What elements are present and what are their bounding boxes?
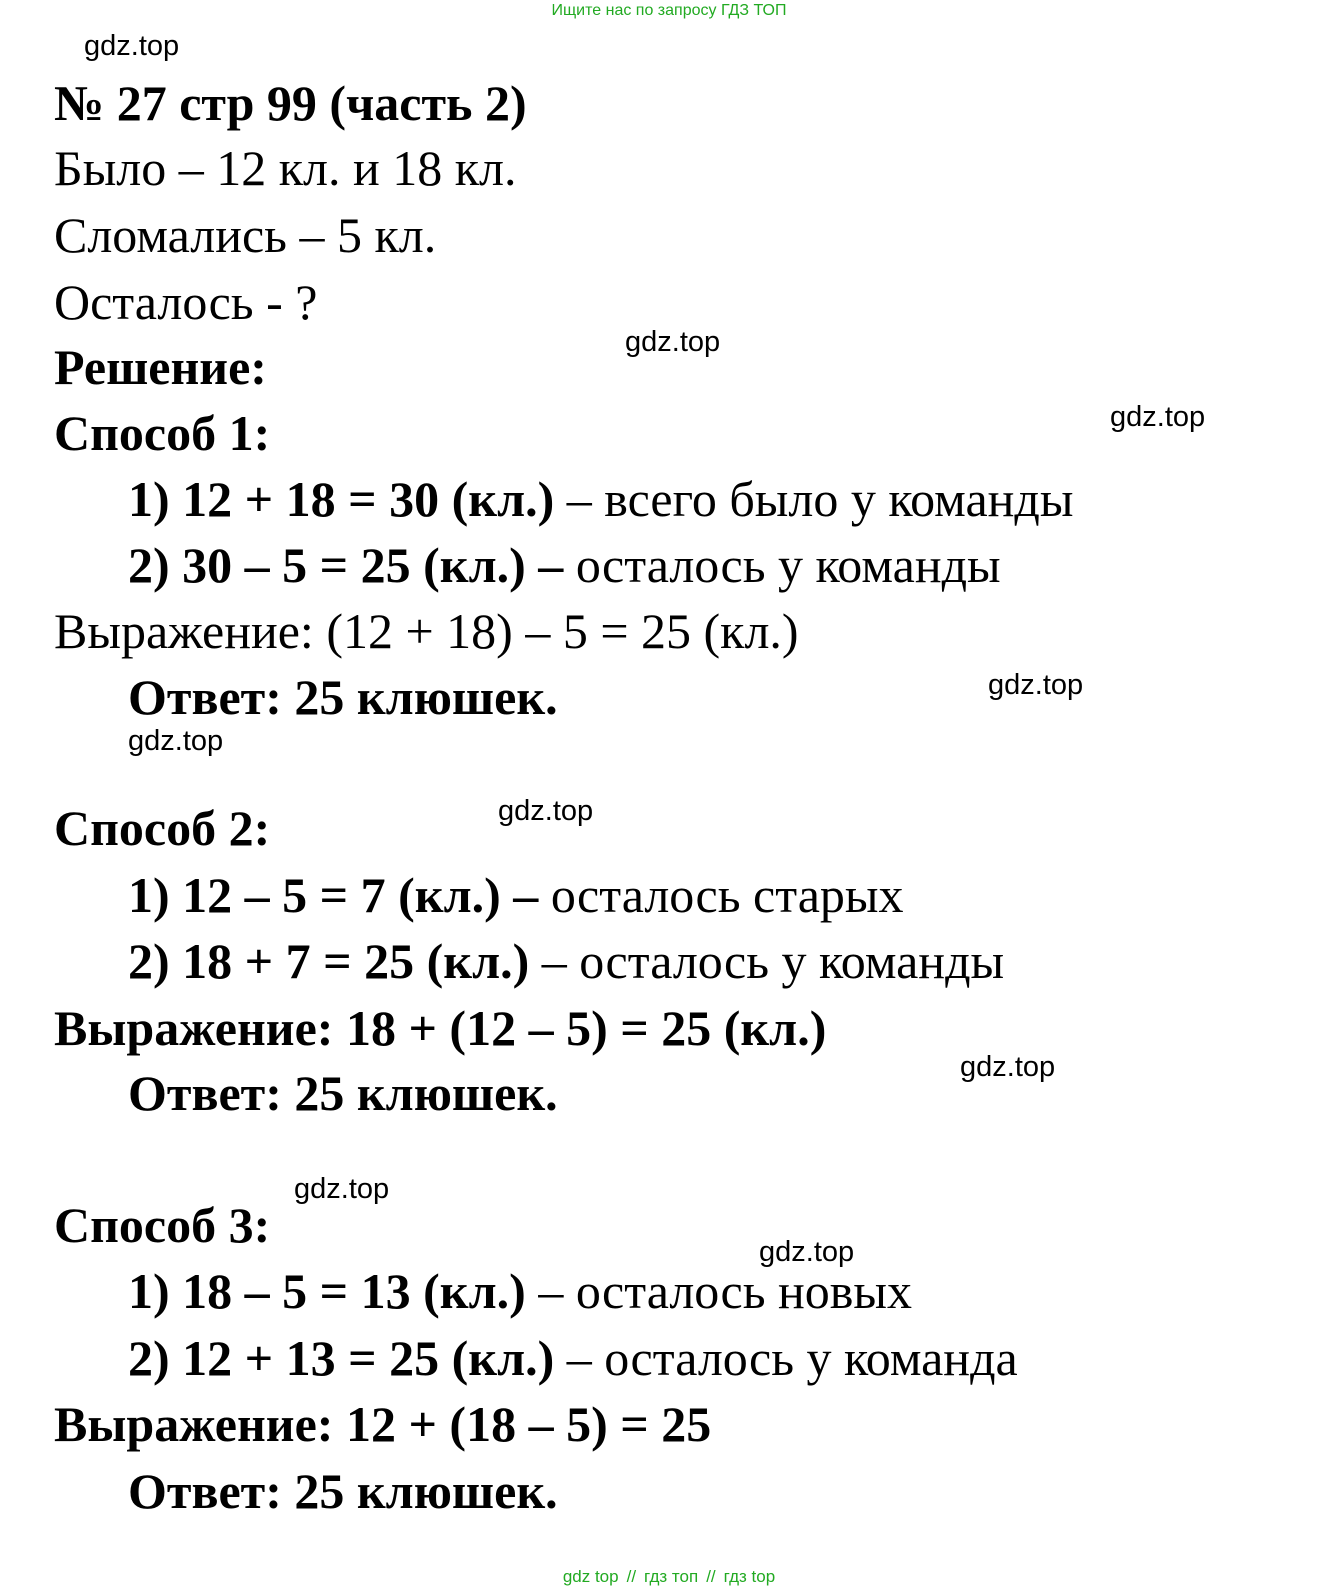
footer	[0, 1568, 1338, 1585]
method1-step1-calc: 1) 12 + 18 = 30 (кл.)	[128, 471, 555, 527]
method2-step2-calc: 2) 18 + 7 = 25 (кл.)	[128, 933, 530, 989]
method1-step1	[128, 471, 1074, 527]
method3-step1	[128, 1263, 912, 1319]
method3-step2-calc: 2) 12 + 13 = 25 (кл.)	[128, 1330, 555, 1386]
footer-separator: //	[626, 1567, 637, 1586]
method1-step2-note: осталось у команды	[563, 537, 1001, 593]
method1-expression: Выражение: (12 + 18) – 5 = 25 (кл.)	[54, 603, 799, 659]
method2-step1-calc: 1) 12 – 5 = 7 (кл.) –	[128, 867, 539, 923]
given-broken: Сломались – 5 кл.	[54, 207, 437, 263]
method1-step1-note: – всего было у команды	[554, 471, 1074, 527]
footer-link-b[interactable]: гдз топ	[644, 1567, 699, 1586]
method2-expression: Выражение: 18 + (12 – 5) = 25 (кл.)	[54, 1000, 827, 1056]
top-banner: Ищите нас по запросу ГДЗ ТОП	[551, 2, 787, 19]
page-title: № 27 стр 99 (часть 2)	[54, 75, 527, 131]
watermark: gdz.top	[84, 30, 180, 62]
method3-answer: Ответ: 25 клюшек.	[128, 1463, 558, 1519]
method1-answer: Ответ: 25 клюшек.	[128, 669, 558, 725]
watermark: gdz.top	[988, 669, 1084, 701]
method2-step1	[128, 867, 904, 923]
method2-answer: Ответ: 25 клюшек.	[128, 1065, 558, 1121]
watermark: gdz.top	[128, 725, 224, 757]
footer-separator: //	[706, 1567, 716, 1586]
watermark: gdz.top	[498, 795, 594, 827]
given-was: Было – 12 кл. и 18 кл.	[54, 140, 517, 196]
watermark: gdz.top	[625, 326, 721, 358]
footer-link-a[interactable]: gdz top	[562, 1567, 619, 1586]
method2-heading: Способ 2:	[54, 800, 271, 856]
method2-step2	[128, 933, 1005, 989]
method3-step2-note: – осталось у команда	[554, 1330, 1018, 1386]
method3-step1-note: – осталось новых	[525, 1263, 912, 1319]
watermark: gdz.top	[294, 1173, 390, 1205]
method2-step2-note: – осталось у команды	[529, 933, 1005, 989]
method1-step2-calc: 2) 30 – 5 = 25 (кл.) –	[128, 537, 564, 593]
watermark: gdz.top	[759, 1236, 855, 1268]
method2-step1-note: осталось старых	[538, 867, 904, 923]
watermark: gdz.top	[960, 1051, 1056, 1083]
watermark: gdz.top	[1110, 401, 1206, 433]
method3-step1-calc: 1) 18 – 5 = 13 (кл.)	[128, 1263, 526, 1319]
method3-step2	[128, 1330, 1018, 1386]
method1-heading: Способ 1:	[54, 405, 271, 461]
method3-heading: Способ 3:	[54, 1197, 271, 1253]
given-left: Осталось - ?	[54, 274, 318, 330]
solution-heading: Решение:	[54, 339, 267, 395]
method1-step2	[128, 537, 1001, 593]
method3-expression: Выражение: 12 + (18 – 5) = 25	[54, 1396, 712, 1452]
footer-link-c[interactable]: гдз top	[723, 1567, 776, 1586]
